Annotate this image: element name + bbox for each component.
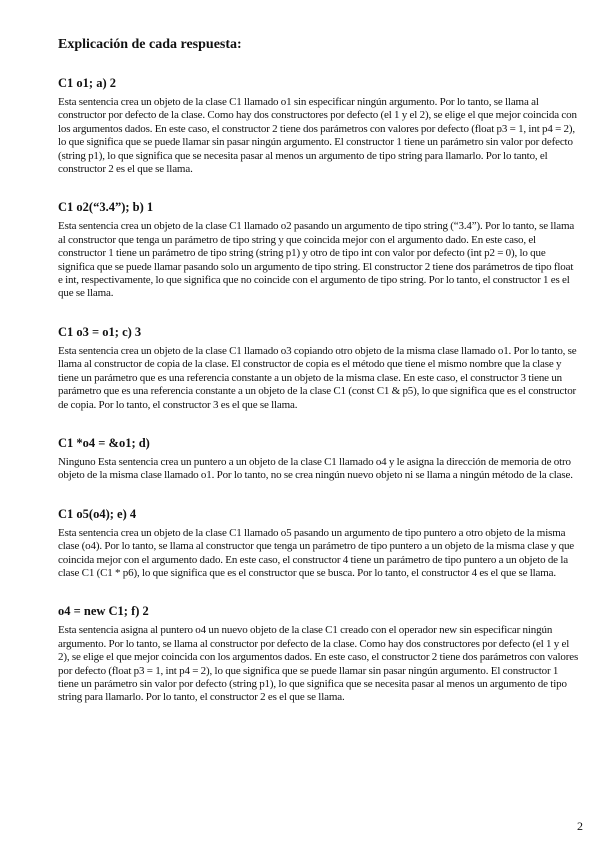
document-page xyxy=(58,36,580,729)
section-body: Esta sentencia crea un objeto de la clase C1 llamado o2 pasando un argumento de tipo string (“3.4”). Por lo tanto, se llama al constructor que tenga un parámetro de tipo string y que coincida mejor con el argumento dado. En este caso, el constructor 1 tiene un parámetro de tipo string (string p1) y otro de tipo int con valor por defecto (int p2 = 0), lo que significa que se puede llamar pasando solo un argumento de tipo string. El constructor 2 tiene dos parámetros de tipo float e int, respectivamente, lo que significa que no coincide con el argumento de tipo string. Por lo tanto, el constructor 1 es el que se llama. xyxy=(58,220,575,300)
section-body: Esta sentencia crea un objeto de la clase C1 llamado o3 copiando otro objeto de la misma clase llamado o1. Por lo tanto, se llama al constructor de copia de la clase. El constructor de copia es el método que tiene el mismo nombre que la clase y tiene un parámetro que es una referencia constante a un objeto de la misma clase. En este caso, el constructor 3 tiene un parámetro que es una referencia constante a un objeto de la clase C1 (const C1 & p5), lo que significa que es el constructor de copia. Por lo tanto, el constructor 3 es el que se llama. xyxy=(58,344,577,411)
section-body: Esta sentencia crea un objeto de la clase C1 llamado o5 pasando un argumento de tipo puntero a otro objeto de la misma clase (o4). Por lo tanto, se llama al constructor que tenga un parámetro de tipo puntero a un objeto de la misma clase y que coincida mejor con el argumento dado. En este caso, el constructor 4 tiene un parámetro de tipo puntero a un objeto de la clase C1 (C1 * p6), lo que significa que es el constructor que se busca. Por lo tanto, el constructor 4 es el que se llama. xyxy=(58,526,575,579)
page-title: Explicación de cada respuesta: xyxy=(58,37,242,52)
section-heading: o4 = new C1; f) 2 xyxy=(58,604,149,619)
section-heading: C1 o3 = o1; c) 3 xyxy=(58,324,142,339)
page-number: 2 xyxy=(577,819,583,833)
section-heading: C1 o1; a) 2 xyxy=(58,76,116,90)
answer-section-f xyxy=(58,604,580,704)
section-heading: C1 o5(o4); e) 4 xyxy=(58,506,137,521)
answer-section-c xyxy=(58,325,580,412)
answer-section-a xyxy=(58,76,580,176)
section-body: Esta sentencia crea un objeto de la clase C1 llamado o1 sin especificar ningún argumento. Por lo tanto, se llama al constructor por defecto de la clase. Como hay dos constructores por defecto (el 1 y el 2), se elige el que mejor coincida con los argumentos dados. En este caso, el constructor 2 tiene dos parámetros con valores por defecto (float p3 = 1, int p4 = 2), lo que significa que se puede llamar sin pasar ningún argumento. El constructor 1 tiene un parámetro sin valor por defecto (string p1), lo que significa que se necesita pasar al menos un argumento de tipo string para llamarlo. Por lo tanto, el constructor 2 es el que se llama. xyxy=(58,96,577,176)
section-heading: C1 *o4 = &o1; d) xyxy=(58,435,150,450)
section-body: Esta sentencia asigna al puntero o4 un nuevo objeto de la clase C1 creado con el operador new sin especificar ningún argumento. Por lo tanto, se llama al constructor por defecto de la clase. Como hay dos constructores por defecto (el 1 y el 2), se elige el que mejor coincida con los argumentos dados. En este caso, el constructor 2 tiene dos parámetros con valores por defecto (float p3 = 1, int p4 = 2), lo que significa que se puede llamar sin pasar ningún argumento. El constructor 1 tiene un parámetro sin valor por defecto (string p1), lo que significa que se necesita pasar al menos un argumento de tipo string para llamarlo. Por lo tanto, el constructor 2 es el que se llama. xyxy=(58,624,579,704)
answer-section-e xyxy=(58,507,580,581)
section-body: Ninguno Esta sentencia crea un puntero a un objeto de la clase C1 llamado o4 y le asigna la dirección de memoria de otro objeto de la misma clase llamado o1. Por lo tanto, no se crea ningún nuevo objeto ni se llama a ningún método de la clase. xyxy=(58,455,573,482)
answer-section-b xyxy=(58,200,580,300)
section-heading: C1 o2(“3.4”); b) 1 xyxy=(58,200,154,215)
answer-section-d xyxy=(58,436,580,483)
